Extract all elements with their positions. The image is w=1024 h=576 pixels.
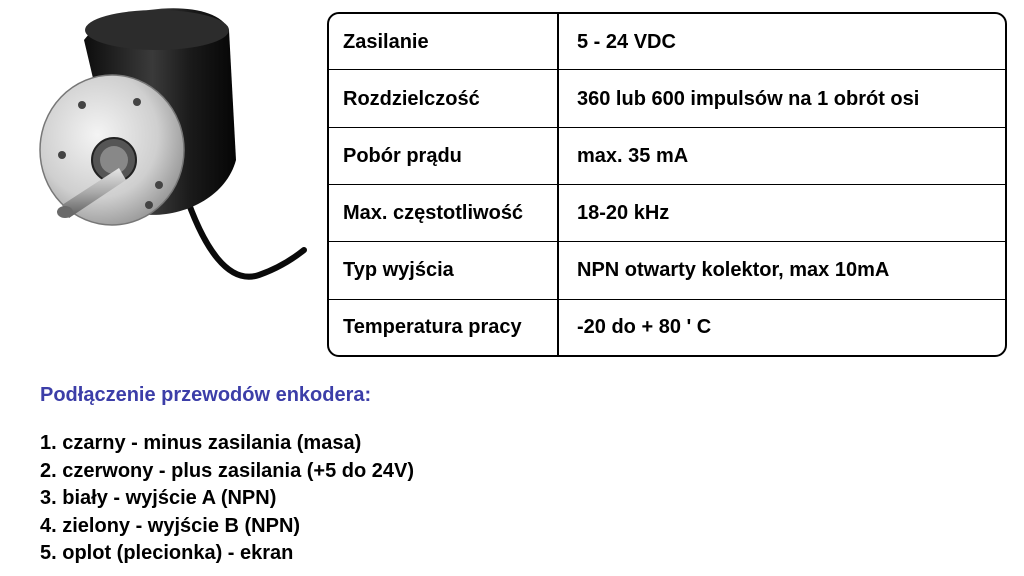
spec-row-operating-temperature [329,299,1005,355]
spec-row-resolution [329,70,1005,127]
spec-label: Typ wyjścia [329,242,558,299]
wiring-list [40,430,414,568]
wiring-item-shield: 5. oplot (plecionka) - ekran [40,542,294,564]
specifications-table [327,12,1007,357]
wiring-item-black: 1. czarny - minus zasilania (masa) [40,432,362,454]
spec-value: 360 lub 600 impulsów na 1 obrót osi [558,70,1005,127]
spec-label: Temperatura pracy [329,299,558,355]
spec-label: Rozdzielczość [329,70,558,127]
spec-value: 5 - 24 VDC [558,14,1005,70]
spec-value: max. 35 mA [558,127,1005,184]
encoder-cable [184,190,304,277]
wiring-item-red: 2. czerwony - plus zasilania (+5 do 24V) [40,459,415,482]
spec-label: Pobór prądu [329,127,558,184]
wiring-item-green: 4. zielony - wyjście B (NPN) [40,514,301,537]
rotary-encoder-image [14,0,314,300]
spec-row-max-frequency [329,184,1005,241]
spec-row-current-draw [329,127,1005,184]
spec-label: Max. częstotliwość [329,184,558,241]
spec-value: -20 do + 80 ' C [577,316,712,339]
spec-row-output-type [329,242,1005,299]
wiring-heading: Podłączenie przewodów enkodera: [40,384,372,406]
wiring-item-white: 3. biały - wyjście A (NPN) [40,487,277,509]
spec-value: 18-20 kHz [558,184,1005,241]
spec-value: NPN otwarty kolektor, max 10mA [558,242,1005,299]
spec-label: Zasilanie [329,14,558,70]
spec-row-power-supply [329,14,1005,70]
